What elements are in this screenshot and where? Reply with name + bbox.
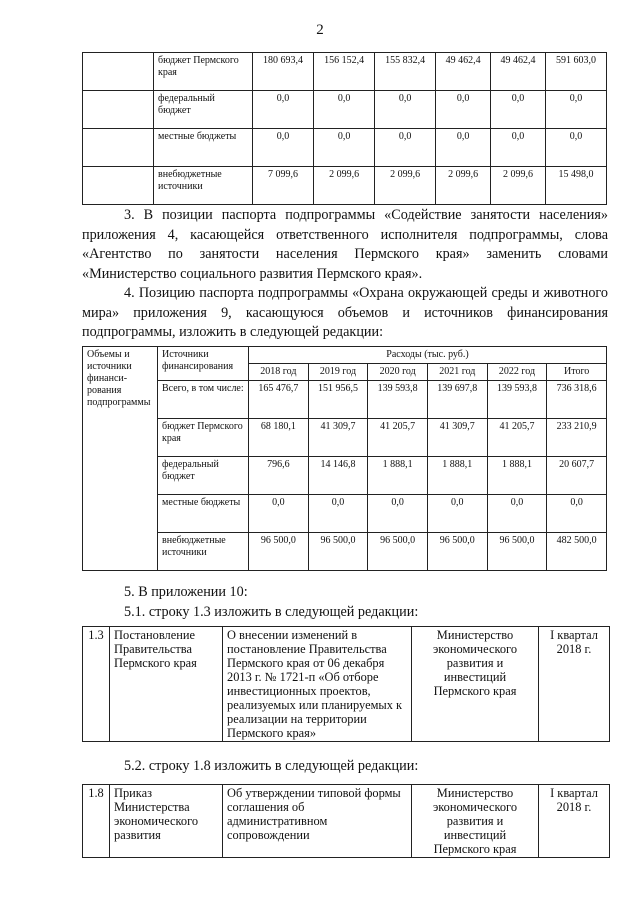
value-cell: 155 832,4 bbox=[375, 53, 436, 91]
responsible-ministry: Министерство экономического развития и инвестиций Пермского края bbox=[412, 627, 539, 742]
table-row bbox=[83, 495, 607, 533]
deadline: I квартал 2018 г. bbox=[539, 785, 610, 858]
responsible-ministry: Министерство экономического развития и инвестиций Пермского края bbox=[412, 785, 539, 858]
row-1-3-table bbox=[82, 626, 610, 742]
year-header: 2018 год bbox=[249, 364, 309, 381]
value-cell: 0,0 bbox=[314, 129, 375, 167]
value-cell: 796,6 bbox=[249, 457, 309, 495]
source-label: федеральный бюджет bbox=[154, 91, 253, 129]
row-1-8-table bbox=[82, 784, 610, 858]
deadline: I квартал 2018 г. bbox=[539, 627, 610, 742]
table-row bbox=[83, 457, 607, 495]
value-cell: 96 500,0 bbox=[249, 533, 309, 571]
value-cell: 139 593,8 bbox=[487, 381, 547, 419]
value-cell: 96 500,0 bbox=[487, 533, 547, 571]
year-header: 2019 год bbox=[308, 364, 368, 381]
empty-cell bbox=[83, 91, 154, 129]
value-cell: 15 498,0 bbox=[545, 167, 606, 205]
value-cell: 49 462,4 bbox=[436, 53, 491, 91]
row-number: 1.3 bbox=[83, 627, 110, 742]
value-cell: 0,0 bbox=[375, 91, 436, 129]
financing-table-continued bbox=[82, 52, 607, 205]
value-cell: 1 888,1 bbox=[368, 457, 428, 495]
value-cell: 0,0 bbox=[314, 91, 375, 129]
year-header: Итого bbox=[547, 364, 607, 381]
page-number: 2 bbox=[316, 22, 324, 38]
paragraph-3-text: 3. В позиции паспорта подпрограммы «Содействие занятости населения» приложения 4, касающейся ответственного исполнителя подпрограммы, слова «Агентство по занятости населения Пермского края» заменить словами «Министерство социального развития Пермского края». bbox=[82, 207, 608, 282]
value-cell: 41 205,7 bbox=[368, 419, 428, 457]
value-cell: 0,0 bbox=[436, 129, 491, 167]
value-cell: 151 956,5 bbox=[308, 381, 368, 419]
value-cell: 1 888,1 bbox=[487, 457, 547, 495]
value-cell: 96 500,0 bbox=[427, 533, 487, 571]
document-type: Постановление Правительства Пермского края bbox=[110, 627, 223, 742]
value-cell: 233 210,9 bbox=[547, 419, 607, 457]
value-cell: 20 607,7 bbox=[547, 457, 607, 495]
value-cell: 96 500,0 bbox=[308, 533, 368, 571]
value-cell: 591 603,0 bbox=[545, 53, 606, 91]
value-cell: 736 318,6 bbox=[547, 381, 607, 419]
year-header: 2020 год bbox=[368, 364, 428, 381]
value-cell: 0,0 bbox=[253, 129, 314, 167]
table-row bbox=[83, 91, 607, 129]
value-cell: 482 500,0 bbox=[547, 533, 607, 571]
source-label: бюджет Пермского края bbox=[154, 53, 253, 91]
value-cell: 41 309,7 bbox=[308, 419, 368, 457]
source-label: местные бюджеты bbox=[154, 129, 253, 167]
value-cell: 156 152,4 bbox=[314, 53, 375, 91]
value-cell: 0,0 bbox=[368, 495, 428, 533]
table-row bbox=[83, 167, 607, 205]
table-row bbox=[83, 533, 607, 571]
value-cell: 2 099,6 bbox=[491, 167, 546, 205]
value-cell: 0,0 bbox=[436, 91, 491, 129]
table-row bbox=[83, 381, 607, 419]
expenses-header: Расходы (тыс. руб.) bbox=[249, 347, 607, 364]
empty-cell bbox=[83, 129, 154, 167]
source-label: внебюджетные источники bbox=[158, 533, 249, 571]
heading-5-1: 5.1. строку 1.3 изложить в следующей редакции: bbox=[124, 604, 419, 620]
table-row bbox=[83, 419, 607, 457]
source-label: Всего, в том числе: bbox=[158, 381, 249, 419]
paragraph-4-text: 4. Позицию паспорта подпрограммы «Охрана окружающей среды и животного мира» приложения 9, касающуюся объемов и источников финансирования подпрограммы, изложить в следующей редакции: bbox=[82, 285, 608, 340]
value-cell: 68 180,1 bbox=[249, 419, 309, 457]
value-cell: 0,0 bbox=[375, 129, 436, 167]
value-cell: 7 099,6 bbox=[253, 167, 314, 205]
source-label: внебюджетные источники bbox=[154, 167, 253, 205]
year-header: 2022 год bbox=[487, 364, 547, 381]
source-label: местные бюджеты bbox=[158, 495, 249, 533]
paragraph-3 bbox=[82, 206, 608, 284]
value-cell: 2 099,6 bbox=[436, 167, 491, 205]
value-cell: 96 500,0 bbox=[368, 533, 428, 571]
side-label: Объемы и источники финанси-рования подпрограммы bbox=[83, 347, 158, 571]
table-row bbox=[83, 129, 607, 167]
value-cell: 0,0 bbox=[545, 129, 606, 167]
table-row bbox=[83, 785, 610, 858]
value-cell: 49 462,4 bbox=[491, 53, 546, 91]
value-cell: 0,0 bbox=[545, 91, 606, 129]
value-cell: 0,0 bbox=[249, 495, 309, 533]
value-cell: 0,0 bbox=[491, 129, 546, 167]
value-cell: 165 476,7 bbox=[249, 381, 309, 419]
document-title: О внесении изменений в постановление Правительства Пермского края от 06 декабря 2013 г. № 1721-п «Об отборе инвестиционных проектов, реализуемых или планируемых к реализации на территории Пермского края» bbox=[223, 627, 412, 742]
value-cell: 0,0 bbox=[427, 495, 487, 533]
table-row bbox=[83, 627, 610, 742]
paragraph-4 bbox=[82, 284, 608, 343]
source-label: федеральный бюджет bbox=[158, 457, 249, 495]
value-cell: 0,0 bbox=[487, 495, 547, 533]
value-cell: 1 888,1 bbox=[427, 457, 487, 495]
value-cell: 139 593,8 bbox=[368, 381, 428, 419]
value-cell: 14 146,8 bbox=[308, 457, 368, 495]
value-cell: 0,0 bbox=[308, 495, 368, 533]
value-cell: 139 697,8 bbox=[427, 381, 487, 419]
year-header: 2021 год bbox=[427, 364, 487, 381]
value-cell: 2 099,6 bbox=[375, 167, 436, 205]
source-label: бюджет Пермского края bbox=[158, 419, 249, 457]
value-cell: 0,0 bbox=[253, 91, 314, 129]
empty-cell bbox=[83, 53, 154, 91]
heading-5-2: 5.2. строку 1.8 изложить в следующей редакции: bbox=[124, 758, 419, 774]
value-cell: 2 099,6 bbox=[314, 167, 375, 205]
row-number: 1.8 bbox=[83, 785, 110, 858]
sources-header: Источники финансирования bbox=[158, 347, 249, 381]
value-cell: 41 309,7 bbox=[427, 419, 487, 457]
value-cell: 0,0 bbox=[491, 91, 546, 129]
empty-cell bbox=[83, 167, 154, 205]
value-cell: 0,0 bbox=[547, 495, 607, 533]
document-title: Об утверждении типовой формы соглашения об административном сопровождении bbox=[223, 785, 412, 858]
subprogram-financing-table bbox=[82, 346, 607, 571]
value-cell: 180 693,4 bbox=[253, 53, 314, 91]
table-row bbox=[83, 53, 607, 91]
heading-5: 5. В приложении 10: bbox=[124, 584, 248, 600]
document-type: Приказ Министерства экономического развития bbox=[110, 785, 223, 858]
value-cell: 41 205,7 bbox=[487, 419, 547, 457]
